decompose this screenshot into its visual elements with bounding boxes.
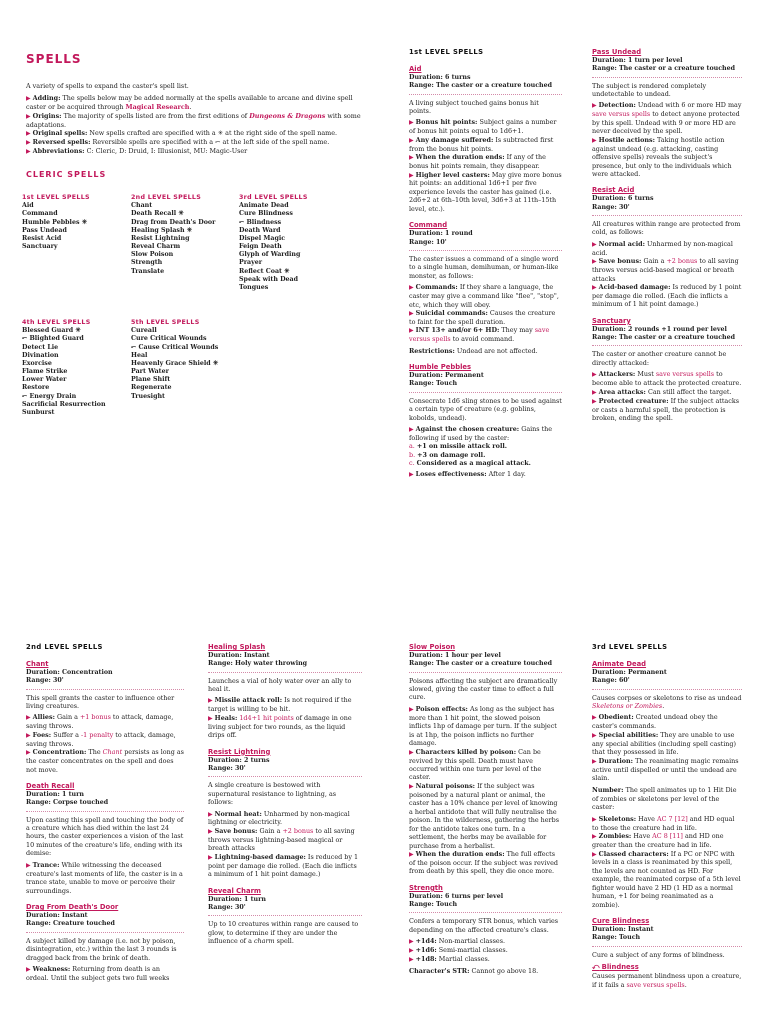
list-item[interactable]: Feign Death bbox=[239, 243, 282, 251]
save-link[interactable]: save versus spells bbox=[626, 980, 685, 989]
spell-range: Range: Touch bbox=[409, 380, 458, 388]
spell-range: Range: 60' bbox=[592, 677, 630, 685]
triangle-icon: ▶ bbox=[208, 853, 213, 861]
spell-name[interactable]: Strength bbox=[409, 883, 443, 892]
bullet: ▶ INT 13+ and/or 6+ HD: They may save versus spells to avoid command. bbox=[409, 326, 550, 344]
list-item[interactable]: Flame Strike bbox=[22, 368, 68, 376]
bonus-link[interactable]: +2 bonus bbox=[666, 257, 698, 266]
list-item[interactable]: Lower Water bbox=[22, 376, 67, 384]
triangle-icon: ▶ bbox=[592, 102, 597, 110]
bullet: ▶ Characters killed by poison: Can be revived by this spell. Death must have occurred within one turn per level of the caster. bbox=[409, 747, 542, 782]
list-item[interactable]: Speak with Dead bbox=[239, 275, 299, 283]
list-item[interactable]: Translate bbox=[131, 267, 165, 275]
intro-text: A variety of spells to expand the caster's spell list. bbox=[26, 81, 189, 90]
bullet: ▶ Lightning-based damage: Is reduced by 1 point per damage die rolled. (Each die inflicts a minimum of 1 hit point damage.) bbox=[208, 852, 359, 879]
spell-name[interactable]: Chant bbox=[26, 659, 49, 668]
save-link[interactable]: save versus spells bbox=[409, 326, 550, 344]
triangle-icon: ▶ bbox=[409, 705, 414, 713]
triangle-icon: ▶ bbox=[26, 965, 31, 973]
list-item[interactable]: Command bbox=[22, 210, 58, 218]
spell-name[interactable]: Healing Splash bbox=[208, 643, 266, 651]
list-item[interactable]: Heavenly Grace Shield ✳ bbox=[131, 359, 219, 367]
spell-duration: Duration: Instant bbox=[26, 912, 88, 920]
triangle-icon: ▶ bbox=[409, 136, 414, 144]
bullet: ▶ Concentration: The Chant persists as long as the caster concentrates on the spell and does not move. bbox=[26, 748, 184, 774]
bullet: ▶ Save bonus: Gain a +2 bonus to all saving throws versus lightning-based magical or breath attacks bbox=[208, 826, 355, 853]
spell-range: Range: The caster or a creature touched bbox=[409, 82, 553, 90]
bullet: ▶ Area attacks: Can still affect the target. bbox=[592, 387, 732, 396]
bullet: ▶ Commands: If they share a language, the caster may give a command like "flee", "stop", etc, which they will obey. bbox=[409, 283, 559, 309]
bullet: ▶ When the duration ends: The full effects of the poison occur. If the subject was revived from death by this spell, they die once more. bbox=[409, 849, 558, 876]
list-item[interactable]: Sacrificial Resurrection bbox=[22, 400, 106, 408]
bullet: ▶ Missile attack roll: Is not required if the target is willing to be hit. bbox=[208, 696, 352, 714]
divider bbox=[208, 776, 362, 777]
bullet: ▶ Duration: The reanimating magic remains active until dispelled or until the undead are slain. bbox=[592, 756, 739, 782]
spell-range: Range: 30' bbox=[208, 764, 246, 772]
spell-range: Range: The caster or a creature touched bbox=[409, 660, 553, 668]
triangle-icon: ▶ bbox=[26, 130, 31, 137]
triangle-icon: ▶ bbox=[409, 748, 414, 756]
second-level-col-c bbox=[409, 643, 562, 983]
spell-desc: Poisons affecting the subject are dramatically slowed, giving the caster time to effect a full cure. bbox=[409, 676, 558, 702]
list-item[interactable]: Regenerate bbox=[131, 384, 172, 392]
spell-slow-poison bbox=[409, 643, 562, 876]
bullet: ▶ Weakness: Returning from death is an ordeal. Until the subject gets two full weeks bbox=[26, 964, 170, 982]
bullet-adding: ▶ Adding: The spells below may be added normally at the spells available to arcane and divine spell caster or be acquired through Magical Research. bbox=[26, 94, 353, 112]
bonus-link[interactable]: +2 bonus bbox=[282, 826, 314, 835]
magical-research-link[interactable]: Magical Research bbox=[125, 103, 190, 112]
option: b. +3 on damage roll. bbox=[409, 450, 486, 459]
number-rule: Number: The spell animates up to 1 Hit Die of zombies or skeletons per level of the caster: bbox=[592, 786, 737, 812]
list-item[interactable]: Chant bbox=[131, 202, 153, 210]
save-link[interactable]: save versus spells bbox=[655, 370, 715, 379]
spell-duration: Duration: 1 turn per level bbox=[592, 56, 683, 64]
list-item[interactable]: Plane Shift bbox=[131, 376, 171, 384]
second-level-col-b bbox=[208, 643, 362, 953]
spell-pass-undead bbox=[592, 48, 742, 178]
penalty-link[interactable]: -1 penalty bbox=[80, 730, 114, 739]
spell-duration: Duration: 2 turns bbox=[208, 756, 270, 764]
list-item[interactable]: ⤺ Cause Critical Wounds bbox=[131, 343, 219, 351]
triangle-icon: ▶ bbox=[26, 138, 31, 146]
bullet: ▶ Hostile actions: Taking hostile action against undead (e.g. attacking, casting offensive spells) reveals the subject's presence, but only to the individuals which were attacked. bbox=[592, 135, 732, 178]
spell-animate-dead bbox=[592, 660, 742, 909]
spell-reveal-charm bbox=[208, 887, 362, 946]
spell-humble-pebbles bbox=[409, 363, 562, 479]
list-item[interactable]: Drag from Death's Door bbox=[131, 218, 216, 226]
spell-sanctuary bbox=[592, 317, 742, 423]
list-item[interactable]: Death Ward bbox=[239, 226, 281, 234]
cleric-spells-title: CLERIC SPELLS bbox=[26, 169, 107, 179]
spell-range: Range: Touch bbox=[592, 934, 641, 942]
spell-name[interactable]: Animate Dead bbox=[592, 659, 647, 668]
intro-bullets bbox=[26, 94, 366, 155]
spell-duration: Duration: Concentration bbox=[26, 668, 113, 676]
bullet: ▶ +1d4: Non-martial classes. bbox=[409, 937, 506, 946]
triangle-icon: ▶ bbox=[26, 95, 31, 103]
bullet-original: ▶ Original spells: New spells crafted are specified with a ✳ at the right side of the spell name. bbox=[26, 129, 338, 137]
list-item[interactable]: Heal bbox=[131, 351, 148, 359]
ac-link[interactable]: AC 7 [12] bbox=[656, 814, 688, 823]
spell-command bbox=[409, 221, 562, 355]
spell-duration: Duration: 6 turns per level bbox=[409, 892, 504, 900]
bonus-link[interactable]: +1 bonus bbox=[79, 713, 111, 722]
spell-desc: This spell grants the caster to influence other living creatures. bbox=[26, 693, 175, 710]
spell-duration: Duration: 2 rounds +1 round per level bbox=[592, 325, 727, 333]
bullet: ▶ Obedient: Created undead obey the caster's commands. bbox=[592, 713, 718, 731]
triangle-icon: ▶ bbox=[592, 714, 597, 722]
section-title: 1st LEVEL SPELLS bbox=[409, 48, 484, 56]
triangle-icon: ▶ bbox=[409, 309, 414, 317]
spell-range: Range: 30' bbox=[208, 903, 246, 911]
list-item[interactable]: Cureall bbox=[131, 327, 157, 335]
spell-duration: Duration: Permanent bbox=[592, 668, 667, 676]
heal-link[interactable]: 1d4+1 hit points bbox=[239, 713, 294, 722]
cleric-list-4 bbox=[22, 319, 130, 417]
list-item[interactable]: Truesight bbox=[131, 392, 165, 400]
spell-desc: All creatures within range are protected from cold, as follows: bbox=[592, 220, 741, 237]
bullet-abbrev: ▶ Abbreviations: C: Cleric, D: Druid, I: Illusionist, MU: Magic-User bbox=[26, 146, 248, 155]
divider bbox=[409, 392, 562, 393]
triangle-icon: ▶ bbox=[208, 827, 213, 835]
list-item[interactable]: Healing Splash ✳ bbox=[131, 226, 193, 234]
divider bbox=[409, 94, 562, 95]
list-item[interactable]: Animate Dead bbox=[239, 202, 289, 210]
spell-name[interactable]: Resist Lightning bbox=[208, 747, 271, 756]
spell-range: Range: Creature touched bbox=[26, 920, 115, 928]
list-item[interactable]: Dispel Magic bbox=[239, 234, 286, 242]
spell-range: Range: 30' bbox=[26, 677, 64, 685]
spell-name[interactable]: Humble Pebbles bbox=[409, 363, 472, 372]
list-title: 4th LEVEL SPELLS bbox=[22, 319, 91, 326]
triangle-icon: ▶ bbox=[592, 757, 597, 765]
spell-desc: Causes corpses or skeletons to rise as undead Skeletons or Zombies. bbox=[592, 693, 742, 710]
spell-aid bbox=[409, 65, 562, 213]
save-link[interactable]: save versus spells bbox=[592, 110, 651, 119]
spell-duration: Duration: 1 round bbox=[409, 230, 473, 238]
list-item[interactable]: Blessed Guard ✳ bbox=[22, 327, 81, 335]
spell-name[interactable]: Resist Acid bbox=[592, 186, 635, 195]
spell-desc: The subject is rendered completely undetectable to undead. bbox=[592, 81, 707, 99]
list-item[interactable]: Pass Undead bbox=[22, 226, 67, 234]
bullet: ▶ Poison effects: As long as the subject has more than 1 hit point, the slowed poison inflicts 1hp of damage per turn. If the subject is at 1hp, the poison inflicts no further damage. bbox=[409, 704, 557, 748]
second-level-col-a bbox=[26, 643, 184, 990]
reverse-icon: ⤺ bbox=[592, 963, 600, 972]
spell-name[interactable]: Reveal Charm bbox=[208, 886, 262, 895]
cleric-list-5 bbox=[131, 319, 241, 401]
list-item[interactable]: Strength bbox=[131, 259, 163, 267]
divider bbox=[26, 811, 184, 812]
restrictions: Restrictions: Undead are not affected. bbox=[409, 346, 538, 355]
list-item[interactable]: Prayer bbox=[239, 259, 263, 267]
spell-desc: A subject killed by damage (i.e. not by poison, disintegration, etc.) within the last 3 rounds is dragged back from the brink of death. bbox=[26, 936, 177, 962]
list-item[interactable]: Cure Blindness bbox=[239, 210, 293, 218]
bullet: ▶ When the duration ends: If any of the bonus hit points remain, they disappear. bbox=[409, 153, 546, 171]
bullet: ▶ Higher level casters: May give more bonus hit points: an additional 1d6+1 per five experience levels the caster has gained (i.e. 2d6+2 at 6th–10th level, 3d6+3 at 11th–15th level, etc.). bbox=[409, 170, 562, 213]
triangle-icon: ▶ bbox=[409, 171, 414, 179]
list-item[interactable]: Exorcise bbox=[22, 359, 52, 367]
triangle-icon: ▶ bbox=[592, 258, 597, 266]
triangle-icon: ▶ bbox=[592, 850, 597, 858]
bullet: ▶ Against the chosen creature: Gains the following if used by the caster: bbox=[409, 425, 553, 442]
spell-desc: The caster issues a command of a single word to a single human, demihuman, or human-like monster, as follows: bbox=[409, 254, 559, 280]
first-level-col-b bbox=[592, 48, 742, 430]
divider bbox=[208, 915, 362, 916]
divider bbox=[592, 77, 742, 78]
bullet: ▶ Bonus hit points: Subject gains a number of bonus hit points equal to 1d6+1. bbox=[409, 118, 557, 136]
spell-name[interactable]: Pass Undead bbox=[592, 48, 642, 56]
spell-name[interactable]: ⤺ Blindness bbox=[592, 963, 639, 972]
triangle-icon: ▶ bbox=[26, 749, 31, 757]
list-item[interactable]: Aid bbox=[22, 202, 34, 210]
section-title: 3rd LEVEL SPELLS bbox=[592, 643, 668, 651]
spell-resist-lightning bbox=[208, 748, 362, 879]
spell-range: Range: The caster or a creature touched bbox=[592, 65, 736, 73]
bullet: ▶ Special abilities: They are unable to use any special abilities (including spell casting) that they possessed in life. bbox=[592, 730, 736, 757]
triangle-icon: ▶ bbox=[592, 397, 597, 405]
spell-range: Range: Holy water throwing bbox=[208, 660, 308, 668]
bullet: ▶ Loses effectiveness: After 1 day. bbox=[409, 469, 526, 478]
list-item[interactable]: Reflect Coat ✳ bbox=[239, 267, 290, 275]
bullet: ▶ Suicidal commands: Causes the creature to faint for the spell duration. bbox=[409, 308, 556, 326]
triangle-icon: ▶ bbox=[409, 850, 414, 858]
triangle-icon: ▶ bbox=[592, 833, 597, 841]
bullet: ▶ Heals: 1d4+1 hit points of damage in one living subject for two rounds, as the liquid drips off. bbox=[208, 713, 352, 740]
cleric-list-2 bbox=[131, 194, 239, 276]
spell-blindness bbox=[592, 963, 742, 989]
spell-desc: Consecrate 1d6 sling stones to be used against a certain type of creature (e.g. goblins, kobolds, undead). bbox=[409, 396, 562, 422]
bullet-reversed: ▶ Reversed spells: Reversible spells are specified with a ⤺ at the left side of the spell name. bbox=[26, 137, 330, 146]
triangle-icon: ▶ bbox=[592, 815, 597, 823]
triangle-icon: ▶ bbox=[592, 136, 597, 144]
divider bbox=[592, 946, 742, 947]
list-title: 5th LEVEL SPELLS bbox=[131, 319, 200, 326]
bullet: ▶ Allies: Gain a +1 bonus to attack, damage, saving throws. bbox=[26, 713, 174, 731]
triangle-icon: ▶ bbox=[208, 714, 213, 722]
third-level-col bbox=[592, 643, 742, 997]
spell-name[interactable]: Cure Blindness bbox=[592, 917, 650, 926]
triangle-icon: ▶ bbox=[409, 938, 414, 946]
spell-name[interactable]: Death Recall bbox=[26, 781, 75, 790]
list-item[interactable]: Glyph of Warding bbox=[239, 251, 301, 259]
bullet: ▶ Normal heat: Unharmed by non-magical lightning or electricity. bbox=[208, 809, 350, 827]
bullet-origins: ▶ Origins: The majority of spells listed are from the first editions of Dungeons & Dragons with some adaptations. bbox=[26, 111, 361, 129]
triangle-icon: ▶ bbox=[409, 154, 414, 162]
cleric-list-1 bbox=[22, 194, 127, 251]
divider bbox=[592, 689, 742, 690]
spell-desc: A living subject touched gains bonus hit points. bbox=[409, 98, 539, 115]
bullet: ▶ Attackers: Must save versus spells to become able to attack the protected creature. bbox=[592, 370, 742, 388]
triangle-icon: ▶ bbox=[409, 470, 414, 478]
triangle-icon: ▶ bbox=[409, 956, 414, 964]
spell-duration: Duration: 1 hour per level bbox=[409, 651, 501, 659]
spell-name[interactable]: Command bbox=[409, 221, 448, 230]
list-title: 3rd LEVEL SPELLS bbox=[239, 194, 308, 201]
spell-range: Range: 10' bbox=[409, 238, 447, 246]
triangle-icon: ▶ bbox=[208, 810, 213, 818]
triangle-icon: ▶ bbox=[592, 371, 597, 379]
list-title: 1st LEVEL SPELLS bbox=[22, 194, 90, 201]
bullet: ▶ Foes: Suffer a -1 penalty to attack, damage, saving throws. bbox=[26, 730, 176, 748]
list-item[interactable]: Resist Lightning bbox=[131, 234, 190, 242]
list-item[interactable]: Humble Pebbles ✳ bbox=[22, 218, 87, 226]
bullet: ▶ Natural poisons: If the subject was poisoned by a natural plant or animal, the caster has a 10% chance per level of knowing a herbal antidote that will fully neutralise the poison. In the wilderness, gathering the herbs for the antidote takes one turn. In a settlement, the herbs may be available for purchase from a herbalist. bbox=[409, 781, 559, 850]
spell-duration: Duration: 1 turn bbox=[208, 895, 266, 903]
cleric-list-3 bbox=[239, 194, 359, 292]
divider bbox=[409, 912, 562, 913]
spell-chant bbox=[26, 660, 184, 774]
list-item[interactable]: Resist Acid bbox=[22, 234, 62, 242]
page-title: SPELLS bbox=[26, 52, 82, 66]
triangle-icon: ▶ bbox=[409, 284, 414, 292]
divider bbox=[409, 250, 562, 251]
str-cap: Character's STR: Cannot go above 18. bbox=[409, 966, 539, 975]
triangle-icon: ▶ bbox=[592, 240, 597, 248]
list-item[interactable]: ⤺ Energy Drain bbox=[22, 392, 77, 400]
spell-desc: Causes permanent blindness upon a creature, if it fails a save versus spells. bbox=[592, 972, 742, 989]
list-item[interactable]: Sanctuary bbox=[22, 243, 58, 251]
bullet: ▶ Trance: While witnessing the deceased creature's last moments of life, the caster is in a trance state, unable to move or perceive their surroundings. bbox=[26, 860, 183, 895]
triangle-icon: ▶ bbox=[26, 731, 31, 739]
dnd-link[interactable]: Dungeons & Dragons bbox=[249, 111, 326, 120]
bullet: ▶ Detection: Undead with 6 or more HD may save versus spells to detect anyone protected by this spell. Undead with 9 or more HD are never deceived by the spell. bbox=[592, 101, 742, 136]
spell-duration: Duration: Instant bbox=[208, 651, 270, 659]
divider bbox=[26, 932, 184, 933]
spell-range: Range: Corpse touched bbox=[26, 799, 109, 807]
divider bbox=[208, 672, 362, 673]
triangle-icon: ▶ bbox=[592, 731, 597, 739]
triangle-icon: ▶ bbox=[409, 119, 414, 127]
spell-desc: The caster or another creature cannot be directly attacked: bbox=[592, 350, 727, 367]
spell-desc: Cure a subject of any forms of blindness. bbox=[592, 950, 725, 959]
ac-link[interactable]: AC 8 [11] bbox=[652, 832, 683, 841]
list-item[interactable]: ⤺ Blighted Guard bbox=[22, 335, 84, 343]
spell-desc: Upon casting this spell and touching the body of a creature which has died within the last 24 hours, the caster experiences a vision of the last 10 minutes of the creature's life, ending with its demise: bbox=[26, 815, 184, 858]
bullet: ▶ Normal acid: Unharmed by non-magical acid. bbox=[592, 239, 733, 257]
spell-desc: Confers a temporary STR bonus, which varies depending on the affected creature's class. bbox=[409, 917, 559, 934]
spell-duration: Duration: 6 turns bbox=[409, 73, 471, 81]
spell-resist-acid bbox=[592, 186, 742, 308]
spell-range: Range: 30' bbox=[592, 203, 630, 211]
triangle-icon: ▶ bbox=[409, 782, 414, 790]
spell-healing-splash bbox=[208, 643, 362, 740]
spell-duration: Duration: Instant bbox=[592, 926, 654, 934]
list-item[interactable]: Part Water bbox=[131, 368, 169, 376]
list-item[interactable]: Tongues bbox=[239, 283, 269, 291]
bullet: ▶ Protected creature: If the subject attacks or casts a harmful spell, the protection is broken, ending the spell. bbox=[592, 396, 739, 422]
intro-section bbox=[26, 52, 366, 180]
list-item[interactable]: Cure Critical Wounds bbox=[131, 335, 207, 343]
list-item[interactable]: Sunburst bbox=[22, 408, 55, 416]
bullet: ▶ +1d6: Semi-martial classes. bbox=[409, 946, 508, 955]
bullet: ▶ Zombies: Have AC 8 [11] and HD one greater than the creature had in life. bbox=[592, 832, 724, 850]
triangle-icon: ▶ bbox=[26, 714, 31, 722]
triangle-icon: ▶ bbox=[26, 861, 31, 869]
spell-desc: A single creature is bestowed with supernatural resistance to lightning, as follows: bbox=[208, 781, 337, 807]
divider bbox=[409, 672, 562, 673]
spell-desc: Launches a vial of holy water over an ally to heal it. bbox=[208, 676, 352, 694]
triangle-icon: ▶ bbox=[26, 147, 31, 155]
list-item[interactable]: Restore bbox=[22, 384, 50, 392]
option: a. +1 on missile attack roll. bbox=[409, 442, 508, 451]
spell-name[interactable]: Sanctuary bbox=[592, 316, 631, 325]
spell-range: Range: The caster or a creature touched bbox=[592, 334, 736, 342]
spell-duration: Duration: 6 turns bbox=[592, 195, 654, 203]
spell-cure-blindness bbox=[592, 917, 742, 989]
bullet: ▶ Save bonus: Gain a +2 bonus to all saving throws versus acid-based magical or breath attacks bbox=[592, 257, 739, 283]
bullet: ▶ +1d8: Martial classes. bbox=[409, 955, 490, 964]
list-item[interactable]: Reveal Charm bbox=[131, 243, 181, 251]
triangle-icon: ▶ bbox=[26, 112, 31, 120]
spell-duration: Duration: 1 turn bbox=[26, 790, 84, 798]
first-level-col-a bbox=[409, 48, 562, 487]
spell-name[interactable]: Aid bbox=[409, 64, 422, 73]
spell-strength bbox=[409, 884, 562, 976]
list-item[interactable]: ⤺ Blindness bbox=[239, 218, 282, 226]
list-item[interactable]: Slow Poison bbox=[131, 251, 174, 259]
bullet: ▶ Classed characters: If a PC or NPC with levels in a class is reanimated by this spell, the levels are not counted as HD. For example, the reanimated corpse of a 5th level fighter would have 2 HD (1 HD as a normal human, +1 for being reanimated as a zombie). bbox=[592, 849, 741, 909]
triangle-icon: ▶ bbox=[409, 426, 414, 434]
spell-name[interactable]: Slow Poison bbox=[409, 643, 456, 651]
triangle-icon: ▶ bbox=[208, 697, 213, 705]
spell-desc: Up to 10 creatures within range are caused to glow, to determine if they are under the influence of a charm spell. bbox=[208, 920, 359, 946]
list-item[interactable]: Divination bbox=[22, 351, 59, 359]
section-title: 2nd LEVEL SPELLS bbox=[26, 643, 103, 651]
triangle-icon: ▶ bbox=[592, 388, 597, 396]
chant-link[interactable]: Chant bbox=[102, 748, 123, 757]
spell-duration: Duration: Permanent bbox=[409, 372, 484, 380]
spell-range: Range: Touch bbox=[409, 901, 458, 909]
spell-name[interactable]: Drag From Death's Door bbox=[26, 903, 119, 912]
bullet: ▶ Acid-based damage: Is reduced by 1 point per damage die rolled. (Each die inflicts a minimum of 1 hit point damage.) bbox=[592, 283, 742, 309]
divider bbox=[592, 345, 742, 346]
list-item[interactable]: Detect Lie bbox=[22, 343, 59, 351]
spell-drag-from-deaths-door bbox=[26, 903, 184, 982]
bullet: ▶ Skeletons: Have AC 7 [12] and HD equal to those the creature had in life. bbox=[592, 814, 735, 832]
list-item[interactable]: Death Recall ✳ bbox=[131, 210, 184, 218]
triangle-icon: ▶ bbox=[409, 947, 414, 955]
option: c. Considered as a magical attack. bbox=[409, 459, 531, 468]
triangle-icon: ▶ bbox=[592, 284, 597, 292]
divider bbox=[26, 689, 184, 690]
divider bbox=[592, 215, 742, 216]
triangle-icon: ▶ bbox=[409, 327, 414, 335]
undead-link[interactable]: Skeletons or Zombies bbox=[592, 701, 663, 710]
spell-death-recall bbox=[26, 782, 184, 895]
list-title: 2nd LEVEL SPELLS bbox=[131, 194, 202, 201]
bullet: ▶ Any damage suffered: Is subtracted first from the bonus hit points. bbox=[409, 135, 554, 153]
